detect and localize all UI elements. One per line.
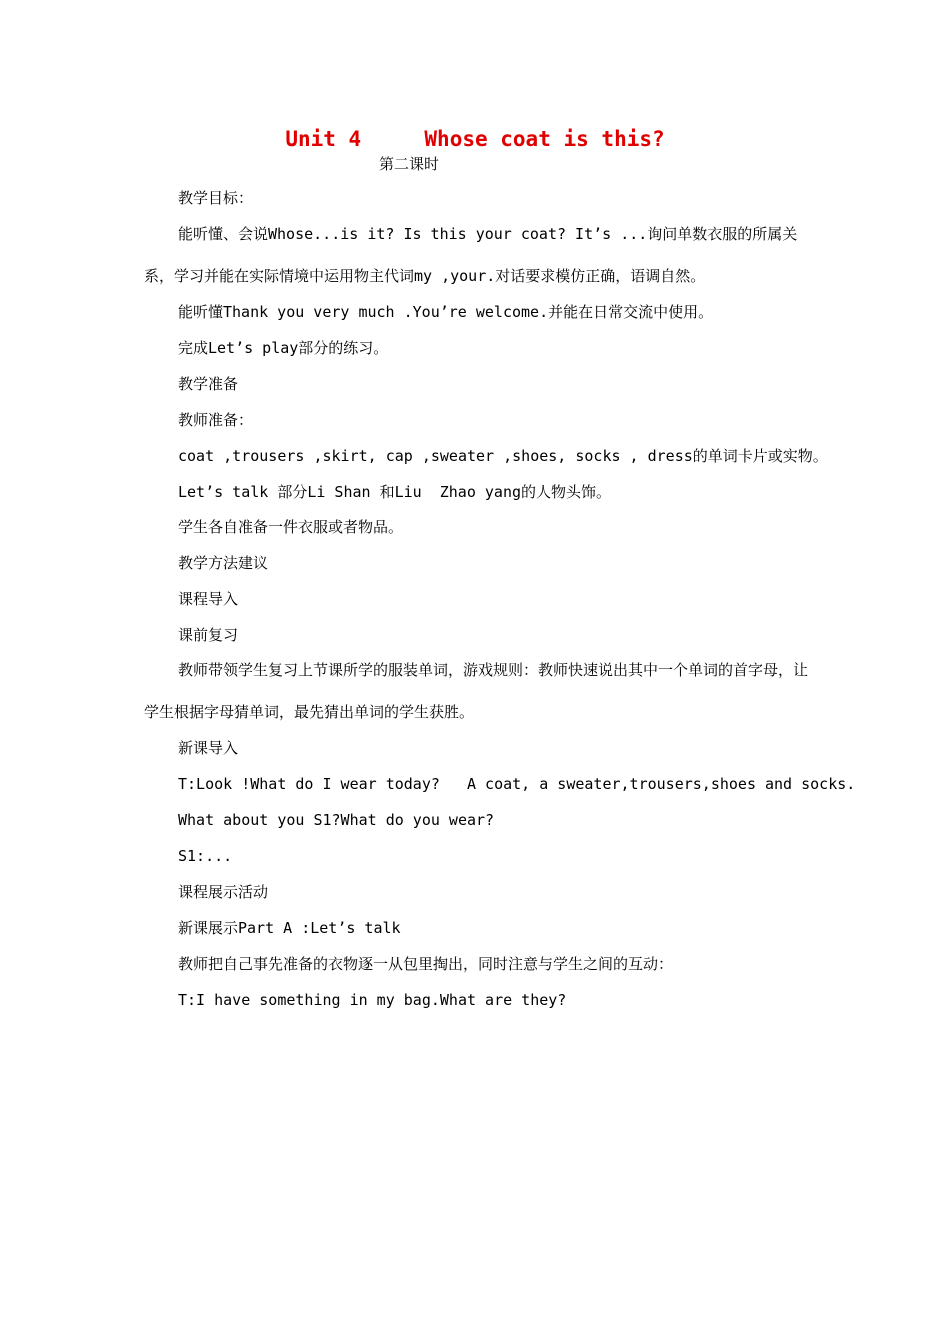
- paragraph-headwear: Let’s talk 部分Li Shan 和Liu Zhao yang的人物头饰。: [178, 483, 612, 501]
- paragraph-word-cards: coat ,trousers ,skirt, cap ,sweater ,shoes, socks , dress的单词卡片或实物。: [178, 447, 828, 465]
- paragraph-dialogue-student: S1:...: [178, 847, 233, 865]
- paragraph-review-game: 教师带领学生复习上节课所学的服装单词，游戏规则：教师快速说出其中一个单词的首字母，让学生根据字母猜单词，最先猜出单词的学生获胜。: [144, 661, 809, 721]
- paragraph-review-heading: 课前复习: [178, 626, 239, 644]
- paragraph-objectives-heading: 教学目标：: [178, 189, 254, 207]
- page-title: Unit 4 Whose coat is this?: [285, 127, 665, 151]
- paragraph-methods-heading: 教学方法建议: [178, 554, 269, 572]
- paragraph-objective-2: 能听懂Thank you very much .You’re welcome.并能在日常交流中使用。: [178, 303, 714, 321]
- paragraph-dialogue-teacher-2: What about you S1?What do you wear?: [178, 811, 495, 829]
- paragraph-activities-heading: 课程展示活动: [178, 883, 269, 901]
- paragraph-dialogue-teacher-3: T:I have something in my bag.What are they?: [178, 991, 567, 1009]
- page-subtitle: 第二课时: [379, 155, 440, 173]
- paragraph-teacher-preparation: 教师准备：: [178, 411, 254, 429]
- paragraph-new-lesson-heading: 新课导入: [178, 739, 239, 757]
- paragraph-lead-in-heading: 课程导入: [178, 590, 239, 608]
- paragraph-dialogue-teacher-1: T:Look !What do I wear today? A coat, a sweater,trousers,shoes and socks.: [178, 775, 856, 793]
- paragraph-preparation-heading: 教学准备: [178, 375, 239, 393]
- paragraph-objective-1: 能听懂、会说Whose...is it? Is this your coat? It’s ...询问单数衣服的所属关系，学习并能在实际情境中运用物主代词my ,your.对话要求模仿正确，语调自然。: [144, 225, 798, 285]
- paragraph-interaction: 教师把自己事先准备的衣物逐一从包里掏出，同时注意与学生之间的互动：: [178, 955, 674, 973]
- paragraph-student-preparation: 学生各自准备一件衣服或者物品。: [178, 518, 404, 536]
- paragraph-objective-3: 完成Let’s play部分的练习。: [178, 339, 389, 357]
- paragraph-part-a-heading: 新课展示Part A :Let’s talk: [178, 919, 401, 937]
